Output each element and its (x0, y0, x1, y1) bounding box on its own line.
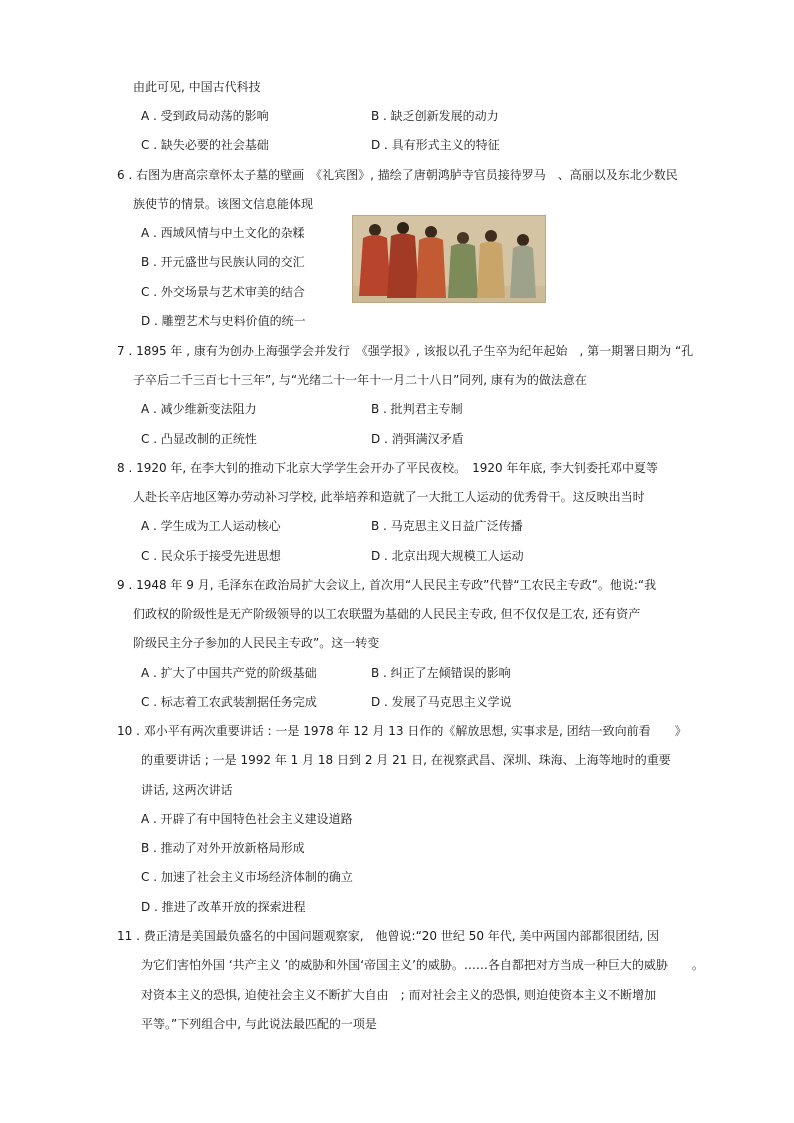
q6-option-a: A . 西域风情与中土文化的杂糅 (141, 226, 305, 240)
q9-option-a: A . 扩大了中国共产党的阶级基础 (141, 666, 317, 680)
q5-option-c: C . 缺失必要的社会基础 (141, 138, 269, 152)
mural-image (352, 215, 546, 303)
q10-option-c: C . 加速了社会主义市场经济体制的确立 (141, 870, 353, 884)
q9-option-b: B . 纠正了左倾错误的影响 (371, 666, 511, 680)
q9-option-d: D . 发展了马克思主义学说 (371, 695, 512, 709)
q8-option-a: A . 学生成为工人运动核心 (141, 519, 281, 533)
q10-option-a: A . 开辟了有中国特色社会主义建设道路 (141, 812, 353, 826)
q10-stem-line1: 10 . 邓小平有两次重要讲话 : 一是 1978 年 12 月 13 日作的《解放思想, 实事求是, 团结一致向前看 》 (117, 724, 687, 738)
q7-option-a: A . 减少维新变法阻力 (141, 402, 257, 416)
q9-option-c: C . 标志着工农武装割据任务完成 (141, 695, 317, 709)
q6-stem-line2: 族使节的情景。该图文信息能体现 (133, 197, 314, 211)
q11-stem-line4: 平等。”下列组合中, 与此说法最匹配的一项是 (141, 1017, 377, 1031)
q5-option-d: D . 具有形式主义的特征 (371, 138, 500, 152)
q9-stem-line1: 9 . 1948 年 9 月, 毛泽东在政治局扩大会议上, 首次用“人民民主专政”代替“工农民主专政”。他说:“我 (117, 578, 657, 592)
q9-stem-line3: 阶级民主分子参加的人民民主专政”。这一转变 (133, 636, 380, 650)
q8-option-d: D . 北京出现大规模工人运动 (371, 549, 524, 563)
q10-stem-line2: 的重要讲话 ; 一是 1992 年 1 月 18 日到 2 月 21 日, 在视察武昌、深圳、珠海、上海等地时的重要 (141, 753, 671, 767)
q9-stem-line2: 们政权的阶级性是无产阶级领导的以工农联盟为基础的人民民主专政, 但不仅仅是工农, 还有资产 (133, 607, 641, 621)
q8-option-b: B . 马克思主义日益广泛传播 (371, 519, 523, 533)
q7-stem-line1: 7 . 1895 年 , 康有为创办上海强学会并发行 《强学报》, 该报以孔子生卒为纪年起始 , 第一期署日期为 “孔 (117, 344, 694, 358)
q6-stem-line1: 6 . 右图为唐高宗章怀太子墓的壁画 《礼宾图》, 描绘了唐朝鸿胪寺官员接待罗马 、高丽以及东北少数民 (117, 168, 678, 182)
q7-option-d: D . 消弭满汉矛盾 (371, 432, 464, 446)
q6-option-b: B . 开元盛世与民族认同的交汇 (141, 255, 305, 269)
q11-stem-line3: 对资本主义的恐惧, 迫使社会主义不断扩大自由 ; 而对社会主义的恐惧, 则迫使资本主义不断增加 (141, 988, 657, 1002)
q7-option-b: B . 批判君主专制 (371, 402, 463, 416)
mural-figures (353, 216, 545, 302)
q6-option-c: C . 外交场景与艺术审美的结合 (141, 285, 305, 299)
q6-option-d: D . 雕塑艺术与史料价值的统一 (141, 314, 306, 328)
q10-stem-line3: 讲话, 这两次讲话 (141, 783, 233, 797)
q11-stem-line1: 11 . 费正清是美国最负盛名的中国问题观察家, 他曾说:“20 世纪 50 年代, 美中两国内部都很团结, 因 (117, 929, 660, 943)
q7-stem-line2: 子卒后二千三百七十三年”, 与“光绪二十一年十一月二十八日”同列, 康有为的做法意在 (133, 373, 587, 387)
q5-stem-end: 由此可见, 中国古代科技 (133, 80, 261, 94)
q5-option-b: B . 缺乏创新发展的动力 (371, 109, 499, 123)
q10-option-b: B . 推动了对外开放新格局形成 (141, 841, 305, 855)
q8-option-c: C . 民众乐于接受先进思想 (141, 549, 281, 563)
q8-stem-line2: 人赴长辛店地区筹办劳动补习学校, 此举培养和造就了一大批工人运动的优秀骨干。这反映出当时 (133, 490, 645, 504)
q7-option-c: C . 凸显改制的正统性 (141, 432, 257, 446)
q10-option-d: D . 推进了改革开放的探索进程 (141, 900, 306, 914)
q8-stem-line1: 8 . 1920 年, 在李大钊的推动下北京大学学生会开办了平民夜校。 1920 年年底, 李大钊委托邓中夏等 (117, 461, 659, 475)
q5-option-a: A . 受到政局动荡的影响 (141, 109, 269, 123)
q11-stem-line2: 为它们害怕外国 ‘共产主义 ’的威胁和外国‘帝国主义’的威胁。……各自都把对方当成一种巨大的威胁 。 (141, 958, 704, 972)
